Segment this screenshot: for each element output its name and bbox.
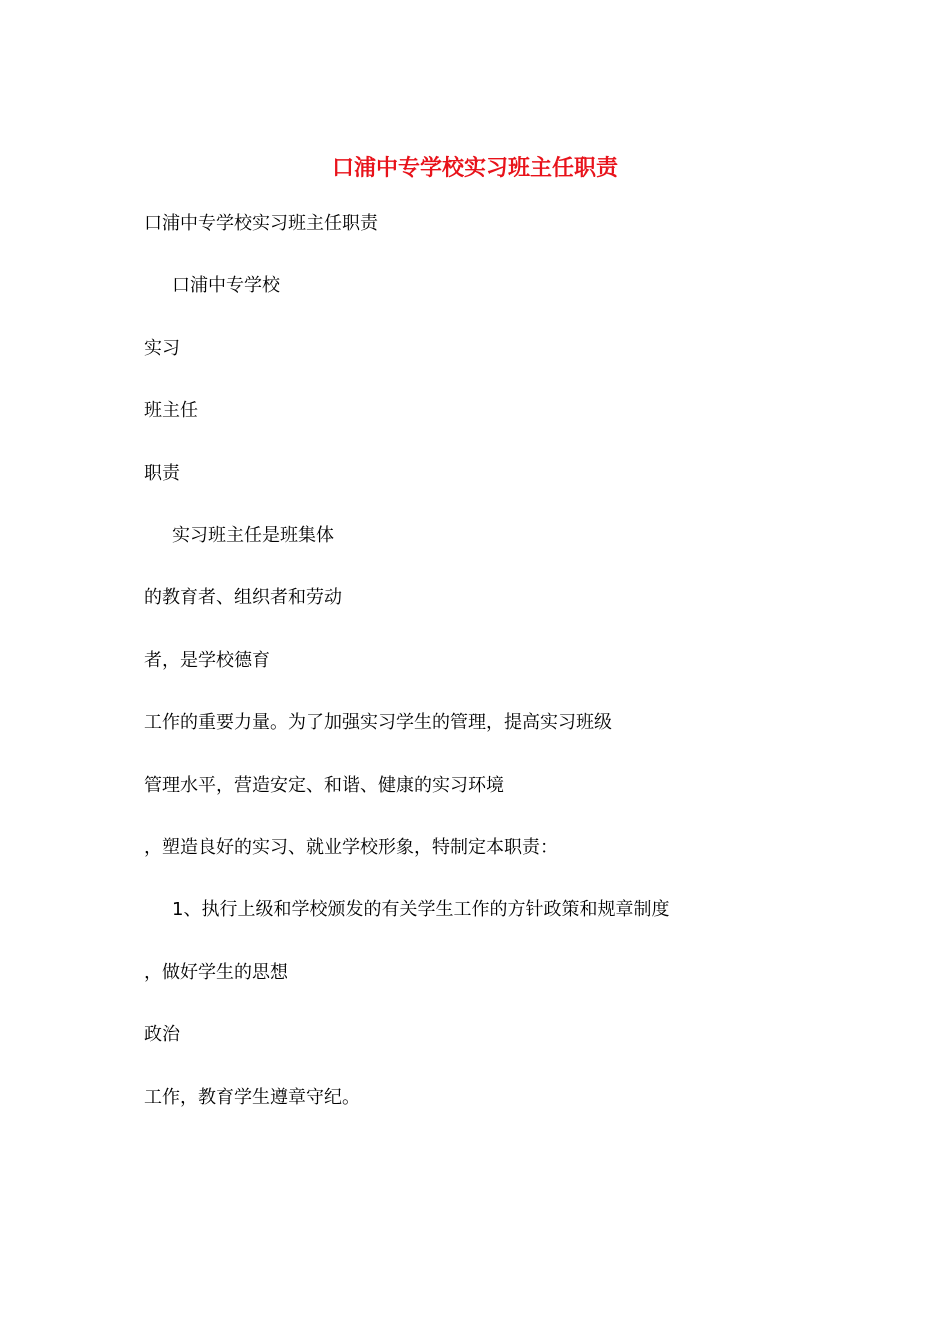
body-line: ，塑造良好的实习、就业学校形象，特制定本职责： bbox=[144, 837, 558, 858]
body-line: 口浦中专学校 bbox=[172, 275, 280, 296]
body-line: 实习 bbox=[144, 338, 180, 359]
body-line: 工作，教育学生遵章守纪。 bbox=[144, 1087, 360, 1108]
body-line: 的教育者、组织者和劳动 bbox=[144, 587, 342, 608]
document-title: 口浦中专学校实习班主任职责 bbox=[331, 155, 618, 181]
body-line: 口浦中专学校实习班主任职责 bbox=[144, 213, 378, 234]
body-line: 工作的重要力量。为了加强实习学生的管理，提高实习班级 bbox=[144, 712, 612, 733]
body-line: 管理水平，营造安定、和谐、健康的实习环境 bbox=[144, 775, 504, 796]
body-line: ，做好学生的思想 bbox=[144, 962, 288, 983]
body-line: 职责 bbox=[144, 463, 180, 484]
body-line: 者，是学校德育 bbox=[144, 650, 270, 671]
body-line: 1、执行上级和学校颁发的有关学生工作的方针政策和规章制度 bbox=[172, 899, 670, 920]
body-line: 政治 bbox=[144, 1024, 180, 1045]
body-line: 班主任 bbox=[144, 400, 198, 421]
body-line: 实习班主任是班集体 bbox=[172, 525, 334, 546]
